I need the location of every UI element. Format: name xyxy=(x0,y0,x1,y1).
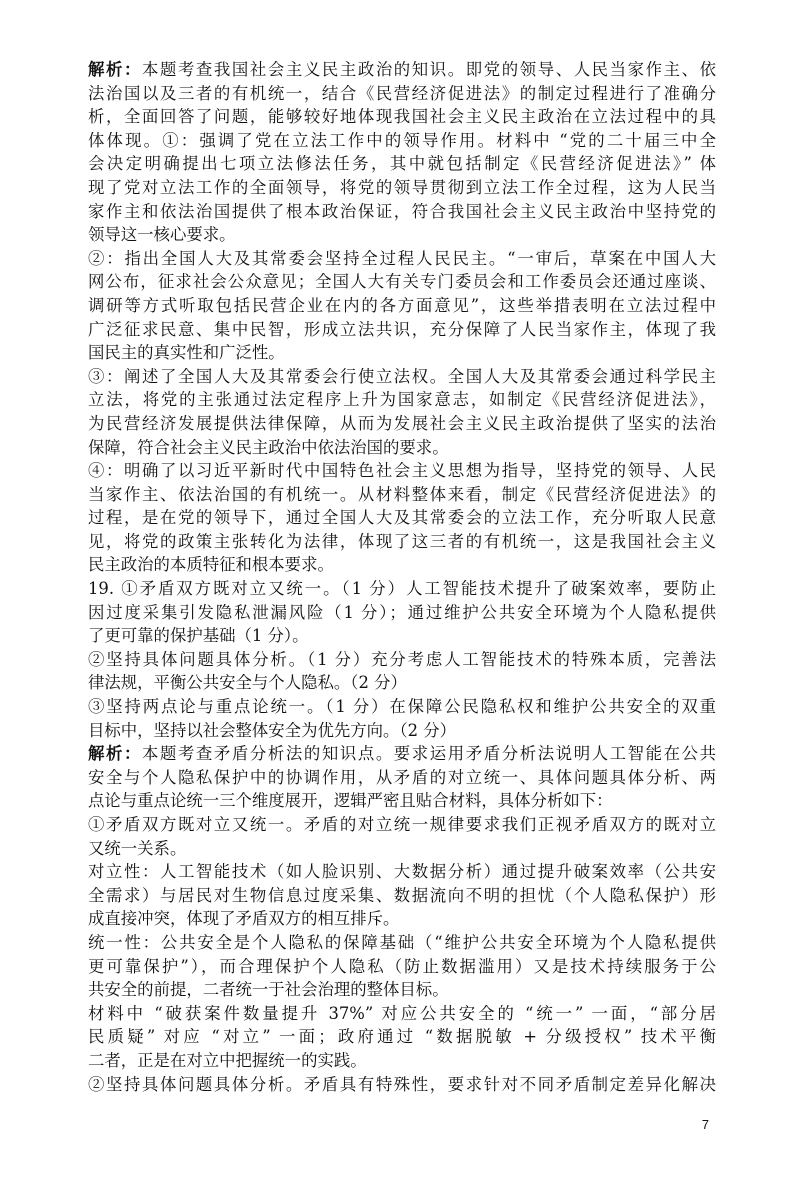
text-line xyxy=(88,553,716,577)
line-text: 现了党对立法工作的全面领导，将党的领导贯彻到立法工作全过程，这为人民当 xyxy=(88,177,716,197)
line-text: 对立性：人工智能技术（如人脸识别、大数据分析）通过提升破案效率（公共安 xyxy=(88,862,716,882)
text-line xyxy=(88,789,716,813)
line-text: 保障，符合社会主义民主政治中依法治国的要求。 xyxy=(88,437,449,457)
line-text: ③坚持两点论与重点论统一。（1 分）在保障公民隐私权和维护公共安全的双重 xyxy=(88,697,716,717)
line-text: 又统一关系。 xyxy=(88,838,187,858)
line-text: 成直接冲突，体现了矛盾双方的相互排斥。 xyxy=(88,909,400,929)
text-line xyxy=(88,1025,716,1049)
line-text: 19. ①矛盾双方既对立又统一。（1 分）人工智能技术提升了破案效率，要防止 xyxy=(88,579,716,599)
text-line xyxy=(88,766,716,790)
text-line xyxy=(88,105,716,129)
line-text: 共安全的前提，二者统一于社会治理的整体目标。 xyxy=(88,980,449,1000)
line-text: 网公布，征求社会公众意见；全国人大有关专门委员会和工作委员会还通过座谈、 xyxy=(88,272,716,292)
line-text: 了更可靠的保护基础（1 分）。 xyxy=(88,626,309,646)
text-line xyxy=(88,459,716,483)
line-text: 立法，将党的主张通过法定程序上升为国家意志，如制定《民营经济促进法》， xyxy=(88,390,716,410)
text-line xyxy=(88,388,716,412)
text-line xyxy=(88,837,716,861)
text-line xyxy=(88,601,716,625)
text-line xyxy=(88,931,716,955)
line-text: 过程，是在党的领导下，通过全国人大及其常委会的立法工作，充分听取人民意 xyxy=(88,508,716,528)
line-text: 目标中，坚持以社会整体安全为优先方向。（2 分） xyxy=(88,720,457,740)
line-text: 统一性：公共安全是个人隐私的保障基础（“维护公共安全环境为个人隐私提供 xyxy=(88,932,716,952)
line-text: 民质疑” 对应 “对立” 一面；政府通过 “数据脱敏 + 分级授权” 技术平衡 xyxy=(88,1027,716,1047)
line-text: 国民主的真实性和广泛性。 xyxy=(88,343,285,363)
text-line xyxy=(88,82,716,106)
line-text: 为民营经济发展提供法律保障，从而为发展社会主义民主政治提供了坚实的法治 xyxy=(88,413,716,433)
line-text: ②：指出全国人大及其常委会坚持全过程人民民主。“一审后，草案在中国人大 xyxy=(88,248,716,268)
text-line xyxy=(88,907,716,931)
analysis-label: 解析： xyxy=(88,60,142,79)
document-body xyxy=(88,58,716,1096)
text-line xyxy=(88,412,716,436)
text-line xyxy=(88,129,716,153)
text-line xyxy=(88,365,716,389)
line-text: ①矛盾双方既对立又统一。矛盾的对立统一规律要求我们正视矛盾双方的既对立 xyxy=(88,815,716,834)
text-line xyxy=(88,152,716,176)
line-text: 本题考查矛盾分析法的知识点。要求运用矛盾分析法说明人工智能在公共 xyxy=(141,744,716,764)
line-text: 民主政治的本质特征和根本要求。 xyxy=(88,555,334,575)
line-text: 体体现。①：强调了党在立法工作中的领导作用。材料中 “党的二十届三中全 xyxy=(88,130,716,150)
line-text: 法治国以及三者的有机统一，结合《民营经济促进法》的制定过程进行了准确分 xyxy=(88,83,716,103)
text-line xyxy=(88,860,716,884)
text-line xyxy=(88,483,716,507)
text-line xyxy=(88,1002,716,1026)
text-line xyxy=(88,530,716,554)
line-text: 安全与个人隐私保护中的协调作用，从矛盾的对立统一、具体问题具体分析、两 xyxy=(88,767,716,787)
text-line xyxy=(88,648,716,672)
text-line xyxy=(88,671,716,695)
text-line xyxy=(88,955,716,979)
line-text: 本题考查我国社会主义民主政治的知识。即党的领导、人民当家作主、依 xyxy=(141,60,716,79)
line-text: 见，将党的政策主张转化为法律，体现了这三者的有机统一，这是我国社会主义 xyxy=(88,531,716,551)
text-line xyxy=(88,695,716,719)
line-text: 广泛征求民意、集中民智，形成立法共识，充分保障了人民当家作主，体现了我 xyxy=(88,319,716,339)
line-text: 二者，正是在对立中把握统一的实践。 xyxy=(88,1050,367,1070)
text-line xyxy=(88,1073,716,1097)
line-text: 当家作主、依法治国的有机统一。从材料整体来看，制定《民营经济促进法》的 xyxy=(88,484,716,504)
text-line xyxy=(88,742,716,766)
line-text: 律法规，平衡公共安全与个人隐私。（2 分） xyxy=(88,673,407,693)
page-number: 7 xyxy=(701,1117,709,1132)
line-text: 点论与重点论统一三个维度展开，逻辑严密且贴合材料，具体分析如下： xyxy=(88,791,613,811)
text-line xyxy=(88,200,716,224)
line-text: 更可靠保护”），而合理保护个人隐私（防止数据滥用）又是技术持续服务于公 xyxy=(88,956,716,976)
text-line xyxy=(88,506,716,530)
line-text: 全需求）与居民对生物信息过度采集、数据流向不明的担忧（个人隐私保护）形 xyxy=(88,885,716,905)
text-line xyxy=(88,719,716,743)
line-text: 领导这一核心要求。 xyxy=(88,225,236,245)
text-line xyxy=(88,294,716,318)
line-text: 会决定明确提出七项立法修法任务，其中就包括制定《民营经济促进法》” 体 xyxy=(88,154,716,174)
line-text: 析，全面回答了问题，能够较好地体现我国社会主义民主政治在立法过程中的具 xyxy=(88,107,716,127)
text-line xyxy=(88,624,716,648)
text-line xyxy=(88,884,716,908)
text-line xyxy=(88,247,716,271)
line-text: ②坚持具体问题具体分析。（1 分）充分考虑人工智能技术的特殊本质，完善法 xyxy=(88,649,716,669)
text-line xyxy=(88,978,716,1002)
text-line xyxy=(88,1049,716,1073)
line-text: ③：阐述了全国人大及其常委会行使立法权。全国人大及其常委会通过科学民主 xyxy=(88,366,716,386)
line-text: 家作主和依法治国提供了根本政治保证，符合我国社会主义民主政治中坚持党的 xyxy=(88,201,716,221)
text-line xyxy=(88,223,716,247)
line-text: ④：明确了以习近平新时代中国特色社会主义思想为指导，坚持党的领导、人民 xyxy=(88,461,716,481)
line-text: ②坚持具体问题具体分析。矛盾具有特殊性，要求针对不同矛盾制定差异化解决 xyxy=(88,1074,716,1094)
text-line xyxy=(88,577,716,601)
text-line xyxy=(88,318,716,342)
line-text: 调研等方式听取包括民营企业在内的各方面意见”，这些举措表明在立法过程中 xyxy=(88,295,716,315)
text-line xyxy=(88,270,716,294)
line-text: 因过度采集引发隐私泄漏风险（1 分）；通过维护公共安全环境为个人隐私提供 xyxy=(88,602,716,622)
line-text: 材料中 “破获案件数量提升 37%” 对应公共安全的 “统一” 一面，“部分居 xyxy=(88,1003,716,1023)
text-line xyxy=(88,436,716,460)
text-line xyxy=(88,341,716,365)
text-line xyxy=(88,58,716,82)
analysis-label: 解析： xyxy=(88,744,142,764)
text-line xyxy=(88,176,716,200)
text-line xyxy=(88,813,716,837)
